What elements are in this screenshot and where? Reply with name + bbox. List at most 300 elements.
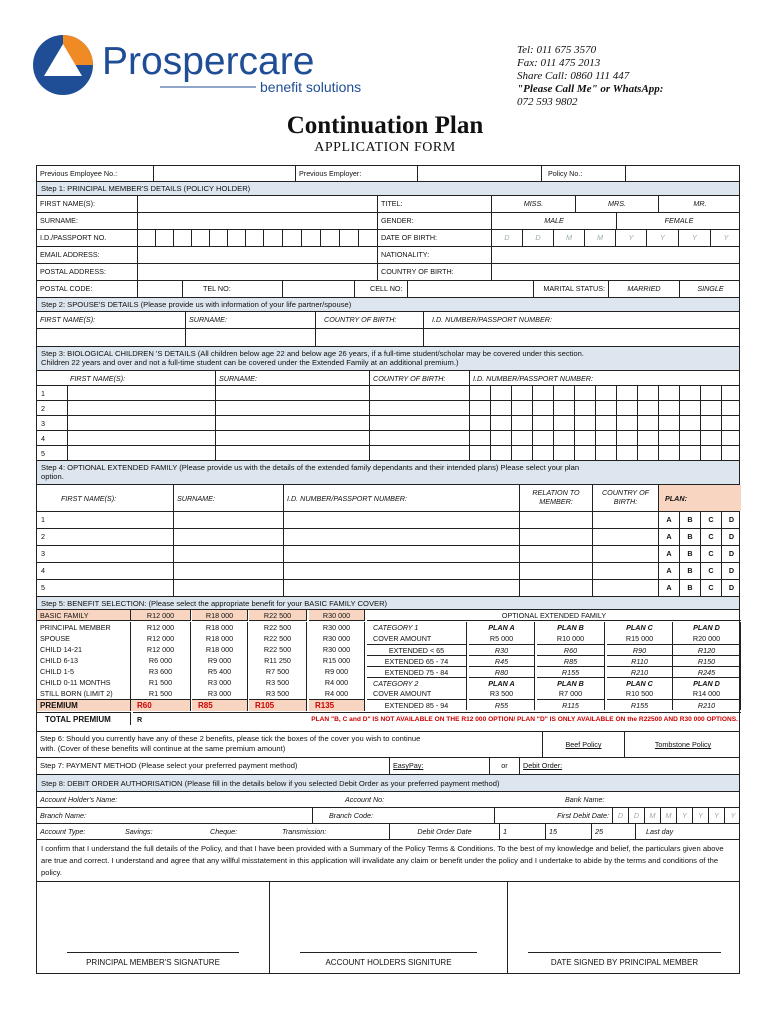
step8-row3 bbox=[36, 824, 740, 840]
surname-field[interactable] bbox=[137, 213, 377, 229]
child-row bbox=[36, 431, 740, 446]
date-signed-label: DATE SIGNED BY PRINCIPAL MEMBER bbox=[550, 958, 699, 967]
cat1-plan-name: PLAN B bbox=[537, 622, 605, 633]
ext-relation-field[interactable] bbox=[519, 580, 592, 596]
benefit-row-value: R1 500 bbox=[131, 677, 191, 688]
contact-whatsapp-number: 072 593 9802 bbox=[517, 96, 578, 108]
benefit-row-label: STILL BORN (LIMIT 2) bbox=[37, 688, 131, 699]
branch-name-field[interactable] bbox=[122, 808, 312, 823]
child-id-digit-box[interactable] bbox=[679, 386, 700, 400]
extended-row bbox=[36, 563, 740, 580]
child-id-digit-box[interactable] bbox=[658, 431, 679, 445]
premium-value-option[interactable]: R85 bbox=[192, 699, 248, 711]
ext-country-field[interactable] bbox=[592, 512, 658, 528]
page-title: Continuation Plan bbox=[286, 112, 484, 139]
ext-relation-field[interactable] bbox=[519, 546, 592, 562]
child-id-digit-box[interactable] bbox=[721, 446, 741, 460]
first-names-label: FIRST NAME(S): bbox=[40, 199, 95, 208]
ext-id-field[interactable] bbox=[283, 546, 519, 562]
debit-date-25-option[interactable]: 25 bbox=[591, 824, 635, 839]
spouse-surname-field[interactable] bbox=[185, 329, 315, 346]
ext-relation-field[interactable] bbox=[519, 563, 592, 579]
child-id-digit-box[interactable] bbox=[553, 431, 574, 445]
country-of-birth-field[interactable] bbox=[491, 264, 741, 280]
child-surname-field[interactable] bbox=[215, 431, 369, 445]
id-digit-box[interactable] bbox=[320, 230, 339, 246]
gender-female-option[interactable]: FEMALE bbox=[616, 213, 741, 229]
ext-plan-c-option[interactable]: C bbox=[700, 529, 721, 545]
child-id-digit-box[interactable] bbox=[532, 431, 553, 445]
step4-heading-line2: option. bbox=[41, 472, 64, 481]
marital-single-option[interactable]: SINGLE bbox=[679, 281, 741, 297]
extended-premium: R150 bbox=[673, 655, 741, 666]
id-digit-box[interactable] bbox=[155, 230, 173, 246]
child-row bbox=[36, 401, 740, 416]
spouse-first-names-field[interactable] bbox=[37, 329, 185, 346]
child-id-digit-box[interactable] bbox=[469, 446, 490, 460]
debit-order-option[interactable]: Debit Order: bbox=[519, 758, 594, 774]
ext-surname-field[interactable] bbox=[173, 512, 283, 528]
child-id-digit-box[interactable] bbox=[616, 431, 637, 445]
postal-address-field[interactable] bbox=[137, 264, 377, 280]
fdd-box-y4[interactable]: Y bbox=[724, 808, 741, 823]
benefit-row-value: R12 000 bbox=[131, 644, 191, 655]
id-digit-box[interactable] bbox=[263, 230, 282, 246]
first-names-field[interactable] bbox=[137, 196, 377, 212]
id-digit-box[interactable] bbox=[137, 230, 155, 246]
ext-surname-field[interactable] bbox=[173, 546, 283, 562]
cat1-plan-name: PLAN A bbox=[469, 622, 535, 633]
id-digit-box[interactable] bbox=[227, 230, 245, 246]
child-id-digit-box[interactable] bbox=[595, 416, 616, 430]
benefit-row-label: CHILD 1-5 bbox=[37, 666, 131, 677]
ext-id-field[interactable] bbox=[283, 563, 519, 579]
account-holder-label: Account Holder's Name: bbox=[40, 795, 118, 804]
dob-box-y3[interactable]: Y bbox=[678, 230, 710, 246]
child-row-number: 3 bbox=[41, 419, 45, 428]
step8-row1 bbox=[36, 792, 740, 808]
child-id-digit-box[interactable] bbox=[490, 401, 511, 415]
child-id-digit-box[interactable] bbox=[595, 431, 616, 445]
fdd-box-m2[interactable]: M bbox=[660, 808, 676, 823]
prev-emp-no-field[interactable] bbox=[153, 166, 295, 181]
id-digit-box[interactable] bbox=[245, 230, 263, 246]
fdd-box-m1[interactable]: M bbox=[644, 808, 660, 823]
tombstone-policy-checkbox[interactable]: Tombstone Policy bbox=[624, 732, 741, 757]
ext-surname-field[interactable] bbox=[173, 580, 283, 596]
child-id-digit-box[interactable] bbox=[700, 386, 721, 400]
spouse-country-field[interactable] bbox=[315, 329, 423, 346]
brand-name: Prospercare bbox=[102, 40, 315, 83]
child-id-digit-box[interactable] bbox=[721, 416, 741, 430]
ext-plan-c-option[interactable]: C bbox=[700, 546, 721, 562]
child-id-digit-box[interactable] bbox=[595, 401, 616, 415]
nationality-label: NATIONALITY: bbox=[377, 247, 491, 263]
cat1-plan-amount: R10 000 bbox=[537, 633, 605, 644]
prospercare-logo bbox=[30, 30, 390, 100]
child-id-digit-box[interactable] bbox=[637, 386, 658, 400]
ext-plan-a-option[interactable]: A bbox=[658, 580, 679, 596]
child-id-digit-box[interactable] bbox=[616, 401, 637, 415]
benefit-row-value: R9 000 bbox=[309, 666, 365, 677]
ext-plan-c-option[interactable]: C bbox=[700, 512, 721, 528]
policy-no-field[interactable] bbox=[625, 166, 741, 181]
ext-plan-b-option[interactable]: B bbox=[679, 529, 700, 545]
gender-label: GENDER: bbox=[377, 213, 491, 229]
step6-row bbox=[36, 732, 740, 758]
child-id-digit-box[interactable] bbox=[532, 386, 553, 400]
ext-relation-field[interactable] bbox=[519, 529, 592, 545]
benefit-row-value: R1 500 bbox=[131, 688, 191, 699]
child-id-digit-box[interactable] bbox=[637, 446, 658, 460]
dob-box-m1[interactable]: M bbox=[553, 230, 584, 246]
child-id-digit-box[interactable] bbox=[490, 416, 511, 430]
ext-plan-d-option[interactable]: D bbox=[721, 546, 741, 562]
extended-premium: R85 bbox=[537, 655, 605, 666]
child-first-names-field[interactable] bbox=[67, 431, 215, 445]
cell-no-label: CELL NO: bbox=[354, 281, 407, 297]
step6-text-line1: Step 6: Should you currently have any of these 2 benefits, please tick the boxes of the cover you wish to continue bbox=[40, 734, 421, 743]
prev-emp-no-label: Previous Employee No.: bbox=[40, 169, 118, 178]
child-id-digit-box[interactable] bbox=[700, 416, 721, 430]
ext-id-label: I.D. NUMBER/PASSPORT NUMBER: bbox=[283, 485, 519, 511]
benefit-row-value: R12 000 bbox=[131, 633, 191, 644]
child-id-digit-box[interactable] bbox=[553, 446, 574, 460]
dob-box-y4[interactable]: Y bbox=[710, 230, 741, 246]
ext-country-line2: BIRTH: bbox=[613, 497, 638, 506]
extended-premium: R245 bbox=[673, 666, 741, 677]
step3-heading bbox=[36, 347, 740, 371]
id-digit-box[interactable] bbox=[209, 230, 227, 246]
step8-row2 bbox=[36, 808, 740, 824]
child-row bbox=[36, 446, 740, 461]
child-id-digit-box[interactable] bbox=[532, 401, 553, 415]
ext-plan-c-option[interactable]: C bbox=[700, 580, 721, 596]
child-country-field[interactable] bbox=[369, 446, 469, 460]
ext-country-field[interactable] bbox=[592, 563, 658, 579]
account-holder-field[interactable] bbox=[152, 792, 342, 807]
nationality-field[interactable] bbox=[491, 247, 741, 263]
fdd-box-y3[interactable]: Y bbox=[708, 808, 724, 823]
ext-plan-b-option[interactable]: B bbox=[679, 563, 700, 579]
child-id-digit-box[interactable] bbox=[511, 401, 532, 415]
child-surname-field[interactable] bbox=[215, 401, 369, 415]
benefit-row-value: R7 500 bbox=[249, 666, 307, 677]
ext-plan-d-option[interactable]: D bbox=[721, 563, 741, 579]
bank-name-field[interactable] bbox=[622, 792, 741, 807]
dob-box-y1[interactable]: Y bbox=[615, 230, 646, 246]
basic-family-value: R18 000 bbox=[192, 610, 248, 621]
ext-country-field[interactable] bbox=[592, 546, 658, 562]
debit-date-15-option[interactable]: 15 bbox=[545, 824, 591, 839]
child-country-field[interactable] bbox=[369, 401, 469, 415]
cat2-plan-amount: R14 000 bbox=[673, 688, 741, 699]
ext-plan-c-option[interactable]: C bbox=[700, 563, 721, 579]
savings-option[interactable]: Savings: bbox=[125, 827, 153, 836]
child-surname-field[interactable] bbox=[215, 386, 369, 400]
fdd-box-d1[interactable]: D bbox=[612, 808, 628, 823]
step1-row-id bbox=[36, 230, 740, 247]
branch-name-label: Branch Name: bbox=[40, 811, 86, 820]
child-id-digit-box[interactable] bbox=[658, 446, 679, 460]
child-id-digit-box[interactable] bbox=[700, 446, 721, 460]
child-id-digit-box[interactable] bbox=[637, 431, 658, 445]
title-mrs-option[interactable]: MRS. bbox=[575, 196, 658, 212]
benefit-row-label: CHILD 0-11 MONTHS bbox=[37, 677, 131, 688]
child-id-digit-box[interactable] bbox=[679, 416, 700, 430]
child-id-digit-box[interactable] bbox=[595, 446, 616, 460]
step1-row-names bbox=[36, 196, 740, 213]
dob-box-d2[interactable]: D bbox=[522, 230, 553, 246]
cat2-plan-amount: R7 000 bbox=[537, 688, 605, 699]
child-id-digit-box[interactable] bbox=[700, 431, 721, 445]
cat1-plan-amount: R20 000 bbox=[673, 633, 741, 644]
child-id-digit-box[interactable] bbox=[574, 401, 595, 415]
ext-relation-field[interactable] bbox=[519, 512, 592, 528]
dob-box-m2[interactable]: M bbox=[584, 230, 615, 246]
child-id-digit-box[interactable] bbox=[637, 401, 658, 415]
child-id-digit-box[interactable] bbox=[721, 386, 741, 400]
benefit-row-value: R4 000 bbox=[309, 688, 365, 699]
child-id-digit-box[interactable] bbox=[616, 446, 637, 460]
step1-row-email bbox=[36, 247, 740, 264]
ext-plan-a-option[interactable]: A bbox=[658, 546, 679, 562]
ext-country-field[interactable] bbox=[592, 580, 658, 596]
child-first-names-field[interactable] bbox=[67, 416, 215, 430]
account-type-label: Account Type: bbox=[40, 827, 86, 836]
date-signed-box[interactable] bbox=[507, 882, 741, 973]
account-no-field[interactable] bbox=[402, 792, 562, 807]
email-label: EMAIL ADDRESS: bbox=[40, 250, 100, 259]
ext-plan-b-option[interactable]: B bbox=[679, 546, 700, 562]
child-id-digit-box[interactable] bbox=[637, 416, 658, 430]
id-digit-box[interactable] bbox=[173, 230, 191, 246]
extended-premium: R210 bbox=[607, 666, 673, 677]
account-signature-box[interactable] bbox=[269, 882, 507, 973]
first-debit-date-label: First Debit Date: bbox=[494, 808, 612, 823]
step1-row-postal bbox=[36, 264, 740, 281]
step4-header-row bbox=[36, 485, 740, 512]
contact-whatsapp-label: "Please Call Me" or WhatsApp: bbox=[517, 83, 664, 95]
benefit-row-value: R3 500 bbox=[249, 688, 307, 699]
step2-header-row bbox=[36, 312, 740, 329]
child-surname-field[interactable] bbox=[215, 446, 369, 460]
children-id-label: I.D. NUMBER/PASSPORT NUMBER: bbox=[469, 371, 741, 385]
child-first-names-field[interactable] bbox=[67, 446, 215, 460]
benefit-row-value: R22 500 bbox=[249, 633, 307, 644]
ext-country-field[interactable] bbox=[592, 529, 658, 545]
spouse-surname-label: SURNAME: bbox=[185, 312, 315, 328]
ext-plan-b-option[interactable]: B bbox=[679, 580, 700, 596]
extended-premium: R45 bbox=[469, 655, 535, 666]
step4-heading bbox=[36, 461, 740, 485]
spouse-id-field[interactable] bbox=[423, 329, 741, 346]
ext-plan-b-option[interactable]: B bbox=[679, 512, 700, 528]
child-country-field[interactable] bbox=[369, 386, 469, 400]
basic-family-value: R22 500 bbox=[249, 610, 307, 621]
ext-plan-d-option[interactable]: D bbox=[721, 580, 741, 596]
step3-heading-line1: Step 3: BIOLOGICAL CHILDREN 'S DETAILS (All children below age 22 and below age 26 years, if a full-time student/scholar may be covered under this section. bbox=[41, 349, 584, 358]
postal-address-label: POSTAL ADDRESS: bbox=[40, 267, 106, 276]
title-miss-option[interactable]: MISS. bbox=[491, 196, 575, 212]
step2-heading bbox=[36, 298, 740, 312]
child-row bbox=[36, 386, 740, 401]
child-id-digit-box[interactable] bbox=[574, 386, 595, 400]
basic-family-label: BASIC FAMILY bbox=[37, 610, 131, 621]
title-mr-option[interactable]: MR. bbox=[658, 196, 741, 212]
child-id-digit-box[interactable] bbox=[574, 446, 595, 460]
debit-date-last-day-option[interactable]: Last day bbox=[635, 824, 741, 839]
extended-age-label: EXTENDED < 65 bbox=[367, 644, 467, 655]
dob-box-y2[interactable]: Y bbox=[646, 230, 678, 246]
fdd-box-y1[interactable]: Y bbox=[676, 808, 692, 823]
step6-text bbox=[37, 732, 542, 757]
id-digit-box[interactable] bbox=[339, 230, 358, 246]
premium-value-option[interactable]: R60 bbox=[131, 699, 191, 711]
tel-no-field[interactable] bbox=[282, 281, 354, 297]
cheque-option[interactable]: Cheque: bbox=[210, 827, 238, 836]
ext-row-number: 2 bbox=[41, 532, 45, 541]
child-id-digit-box[interactable] bbox=[679, 446, 700, 460]
extended-premium: R90 bbox=[607, 644, 673, 655]
extended-age-label: EXTENDED 85 - 94 bbox=[367, 699, 467, 710]
tel-no-label: TEL NO: bbox=[182, 281, 282, 297]
child-id-digit-box[interactable] bbox=[721, 401, 741, 415]
email-field[interactable] bbox=[137, 247, 377, 263]
fdd-box-y2[interactable]: Y bbox=[692, 808, 708, 823]
marital-married-option[interactable]: MARRIED bbox=[608, 281, 679, 297]
postal-code-field[interactable] bbox=[137, 281, 182, 297]
extended-premium: R155 bbox=[607, 699, 673, 710]
extended-premium: R155 bbox=[537, 666, 605, 677]
child-id-digit-box[interactable] bbox=[469, 386, 490, 400]
benefit-row-value: R22 500 bbox=[249, 622, 307, 633]
beef-policy-checkbox[interactable]: Beef Policy bbox=[542, 732, 624, 757]
extended-premium: R110 bbox=[607, 655, 673, 666]
child-id-digit-box[interactable] bbox=[595, 386, 616, 400]
cat1-plan-name: PLAN D bbox=[673, 622, 741, 633]
contact-tel: Tel: 011 675 3570 bbox=[517, 44, 597, 56]
extended-premium: R30 bbox=[469, 644, 535, 655]
id-digit-box[interactable] bbox=[358, 230, 377, 246]
principal-signature-box[interactable] bbox=[37, 882, 269, 973]
id-digit-box[interactable] bbox=[301, 230, 320, 246]
signature-row bbox=[36, 882, 740, 974]
ext-id-field[interactable] bbox=[283, 529, 519, 545]
child-id-digit-box[interactable] bbox=[532, 416, 553, 430]
step1-row-contact bbox=[36, 281, 740, 298]
prev-employer-field[interactable] bbox=[417, 166, 541, 181]
child-first-names-field[interactable] bbox=[67, 386, 215, 400]
ext-plan-a-option[interactable]: A bbox=[658, 529, 679, 545]
child-id-digit-box[interactable] bbox=[490, 431, 511, 445]
debit-date-1-option[interactable]: 1 bbox=[499, 824, 545, 839]
extended-premium: R60 bbox=[537, 644, 605, 655]
ext-plan-a-option[interactable]: A bbox=[658, 563, 679, 579]
step8-heading bbox=[36, 775, 740, 792]
child-id-digit-box[interactable] bbox=[469, 431, 490, 445]
child-surname-field[interactable] bbox=[215, 416, 369, 430]
child-id-digit-box[interactable] bbox=[490, 446, 511, 460]
child-first-names-field[interactable] bbox=[67, 401, 215, 415]
child-id-digit-box[interactable] bbox=[553, 401, 574, 415]
child-id-digit-box[interactable] bbox=[532, 446, 553, 460]
child-id-digit-box[interactable] bbox=[721, 431, 741, 445]
child-id-digit-box[interactable] bbox=[574, 431, 595, 445]
child-id-digit-box[interactable] bbox=[511, 416, 532, 430]
cat2-plan-name: PLAN A bbox=[469, 677, 535, 688]
dob-box-d1[interactable]: D bbox=[491, 230, 522, 246]
plan-availability-note: PLAN "B, C and D" IS NOT AVAILABLE ON THE R12 000 OPTION/ PLAN "D" IS ONLY AVAILABLE ON the R22500 AND R30 000 OPTIONS. bbox=[259, 712, 741, 725]
ext-id-field[interactable] bbox=[283, 512, 519, 528]
benefit-row-value: R18 000 bbox=[192, 622, 248, 633]
child-id-digit-box[interactable] bbox=[574, 416, 595, 430]
child-id-digit-box[interactable] bbox=[553, 386, 574, 400]
cell-no-field[interactable] bbox=[407, 281, 533, 297]
easypay-option[interactable]: EasyPay: bbox=[389, 758, 489, 774]
cat1-plan-amount: R15 000 bbox=[607, 633, 673, 644]
ext-id-field[interactable] bbox=[283, 580, 519, 596]
gender-male-option[interactable]: MALE bbox=[491, 213, 616, 229]
spouse-id-label: I.D. NUMBER/PASSPORT NUMBER: bbox=[423, 312, 741, 328]
benefit-row-value: R5 400 bbox=[192, 666, 248, 677]
id-digit-box[interactable] bbox=[191, 230, 209, 246]
premium-value-option[interactable]: R135 bbox=[309, 699, 365, 711]
step2-entry-row bbox=[36, 329, 740, 347]
ext-plan-d-option[interactable]: D bbox=[721, 529, 741, 545]
branch-code-field[interactable] bbox=[384, 808, 494, 823]
step6-text-line2: with. (Cover of these benefits will continue at the same premium amount) bbox=[40, 744, 286, 753]
id-digit-box[interactable] bbox=[282, 230, 301, 246]
child-id-digit-box[interactable] bbox=[679, 401, 700, 415]
child-id-digit-box[interactable] bbox=[616, 416, 637, 430]
cat1-label: CATEGORY 1 bbox=[367, 622, 467, 633]
child-id-digit-box[interactable] bbox=[511, 386, 532, 400]
child-id-digit-box[interactable] bbox=[511, 431, 532, 445]
ext-first-names-label: FIRST NAME(S): bbox=[61, 494, 117, 503]
benefit-row-value: R11 250 bbox=[249, 655, 307, 666]
date-signed-line bbox=[528, 952, 721, 953]
child-id-digit-box[interactable] bbox=[553, 416, 574, 430]
benefit-row-value: R3 000 bbox=[192, 688, 248, 699]
child-row-number: 4 bbox=[41, 434, 45, 443]
child-id-digit-box[interactable] bbox=[658, 386, 679, 400]
ext-surname-field[interactable] bbox=[173, 563, 283, 579]
child-row-number: 2 bbox=[41, 404, 45, 413]
child-id-digit-box[interactable] bbox=[616, 386, 637, 400]
child-id-digit-box[interactable] bbox=[700, 401, 721, 415]
step7-text: Step 7: PAYMENT METHOD (Please select your preferred payment method) bbox=[40, 761, 298, 770]
transmission-option[interactable]: Transmission: bbox=[282, 827, 327, 836]
child-id-digit-box[interactable] bbox=[658, 401, 679, 415]
fdd-box-d2[interactable]: D bbox=[628, 808, 644, 823]
premium-value-option[interactable]: R105 bbox=[249, 699, 307, 711]
payment-or-label: or bbox=[489, 758, 519, 774]
child-country-field[interactable] bbox=[369, 431, 469, 445]
child-id-digit-box[interactable] bbox=[658, 416, 679, 430]
child-id-digit-box[interactable] bbox=[511, 446, 532, 460]
child-country-field[interactable] bbox=[369, 416, 469, 430]
ext-plan-d-option[interactable]: D bbox=[721, 512, 741, 528]
ext-plan-a-option[interactable]: A bbox=[658, 512, 679, 528]
children-first-names-label: FIRST NAME(S): bbox=[70, 374, 126, 383]
child-id-digit-box[interactable] bbox=[469, 401, 490, 415]
ext-surname-field[interactable] bbox=[173, 529, 283, 545]
child-id-digit-box[interactable] bbox=[469, 416, 490, 430]
step3-header-row bbox=[36, 371, 740, 386]
child-id-digit-box[interactable] bbox=[679, 431, 700, 445]
child-id-digit-box[interactable] bbox=[490, 386, 511, 400]
